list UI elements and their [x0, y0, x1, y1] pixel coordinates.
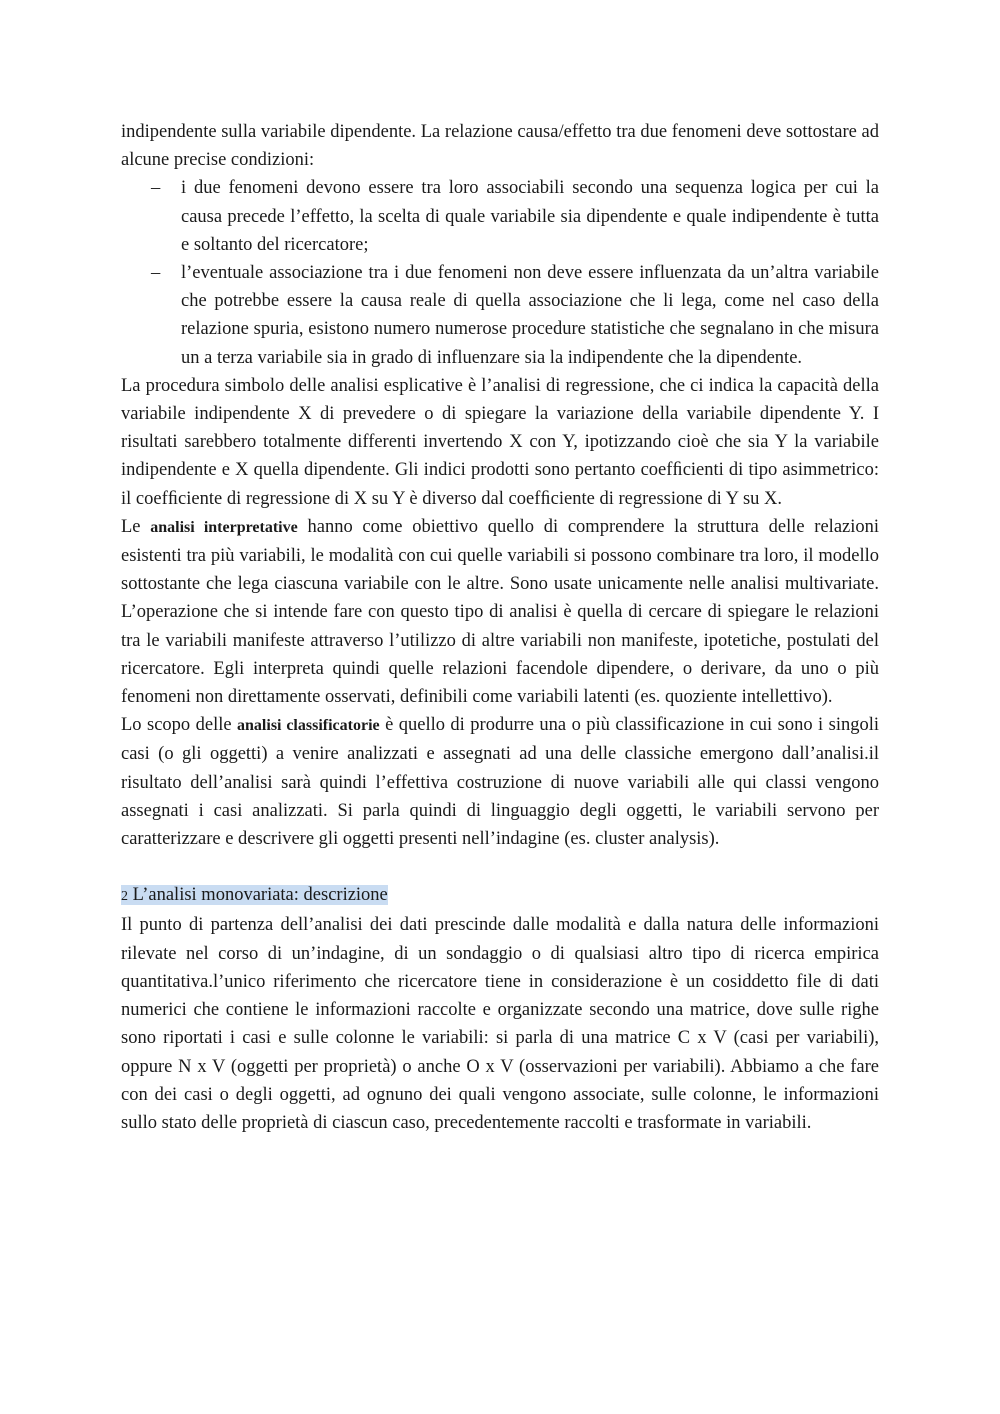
list-item	[121, 259, 879, 372]
section-title: L’analisi monovariata: descrizione	[132, 885, 388, 906]
section-heading-highlight	[121, 885, 388, 905]
section-heading	[121, 881, 879, 911]
dash-bullet: –	[151, 263, 161, 284]
interpretative-lead: Le	[121, 516, 141, 537]
list-item-text: l’eventuale associazione tra i due fenomeni non deve essere influenzata da un’altra variabile che potrebbe essere la causa reale di quella associazione che li lega, come nel caso della relazione spuria, esistono numero numerose procedure statistiche che segnalano in che misura un a terza variabile sia in grado di influenzare sia la indipendente che la dipendente.	[181, 263, 879, 368]
section-paragraph: Il punto di partenza dell’analisi dei dati prescinde dalle modalità e dalla natura delle informazioni rilevate nel corso di un’indagine, di un sondaggio o di qualsiasi altro tipo di ricerca empirica quantitativa.l’unico riferimento che ricercatore tiene in considerazione è un cosiddetto file di dati numerici che contiene le informazioni raccolte e organizzate secondo una matrice, dove sulle righe sono riportati i casi e sulle colonne le variabili: si parla di una matrice C x V (casi per variabili), oppure N x V (oggetti per proprietà) o anche O x V (osservazioni per variabili). Abbiamo a che fare con dei casi o degli oggetti, ad ognuno dei quali vengono associate, sulle colonne, le informazioni sullo stato delle proprietà di ciascun caso, precedentemente raccolti e trasformate in variabili.	[121, 915, 879, 1133]
classificatory-paragraph	[121, 711, 879, 853]
list-item	[121, 174, 879, 259]
regression-paragraph: La procedura simbolo delle analisi esplicative è l’analisi di regressione, che ci indica la capacità della variabile indipendente X di prevedere o di spiegare la variazione della variabile dipendente Y. I risultati sarebbero totalmente differenti invertendo X con Y, ipotizzando cioè che sia Y la variabile indipendente e X quella dipendente. Gli indici prodotti sono pertanto coefﬁcienti di tipo asimmetrico: il coefﬁciente di regressione di X su Y è diverso dal coefﬁciente di regressione di Y su X.	[121, 375, 879, 509]
list-item-text: i due fenomeni devono essere tra loro associabili secondo una sequenza logica per cui la causa precede l’effetto, la scelta di quale variabile sia dipendente e quale indipendente è tutta e soltanto del ricercatore;	[181, 178, 879, 255]
interpretative-text: hanno come obiettivo quello di comprendere la struttura delle relazioni esistenti tra più variabili, le modalità con cui quelle variabili si possono combinare tra loro, il modello sottostante che lega ciascuna variabile con le altre. Sono usate unicamente nelle analisi multivariate. L’operazione che si intende fare con questo tipo di analisi è quella di cercare di spiegare le relazioni tra le variabili manifeste attraverso l’utilizzo di altre variabili non manifeste, ipotetiche, postulati del ricercatore. Egli interpreta quindi quelle relazioni facendole dipendere, o derivare, da uno o più fenomeni non direttamente osservati, definibili come variabili latenti (es. quoziente intellettivo).	[121, 516, 880, 708]
classificatory-text: è quello di produrre una o più classificazione in cui sono i singoli casi (o gli oggetti) a venire analizzati e assegnati ad una delle classiche emergono dall’analisi.il risultato dell’analisi sarà quindi l’effettiva costruzione di nuove variabili alle qui classi vengono assegnati i casi analizzati. Si parla quindi di linguaggio degli oggetti, le variabili servono per caratterizzare e descrivere gli oggetti presenti nell’indagine (es. cluster analysis).	[121, 715, 879, 850]
section-spacer	[121, 853, 879, 881]
intro-paragraph: indipendente sulla variabile dipendente. La relazione causa/effetto tra due fenomeni deve sottostare ad alcune precise condizioni:	[121, 122, 879, 171]
classificatory-term: analisi classificatorie	[237, 717, 380, 735]
classificatory-lead: Lo scopo delle	[121, 715, 232, 736]
conditions-list	[121, 174, 879, 371]
document-page	[121, 118, 879, 1137]
interpretative-term: analisi interpretative	[150, 518, 298, 536]
section-number: 2	[121, 889, 128, 905]
interpretative-paragraph	[121, 513, 879, 711]
dash-bullet: –	[151, 178, 161, 199]
